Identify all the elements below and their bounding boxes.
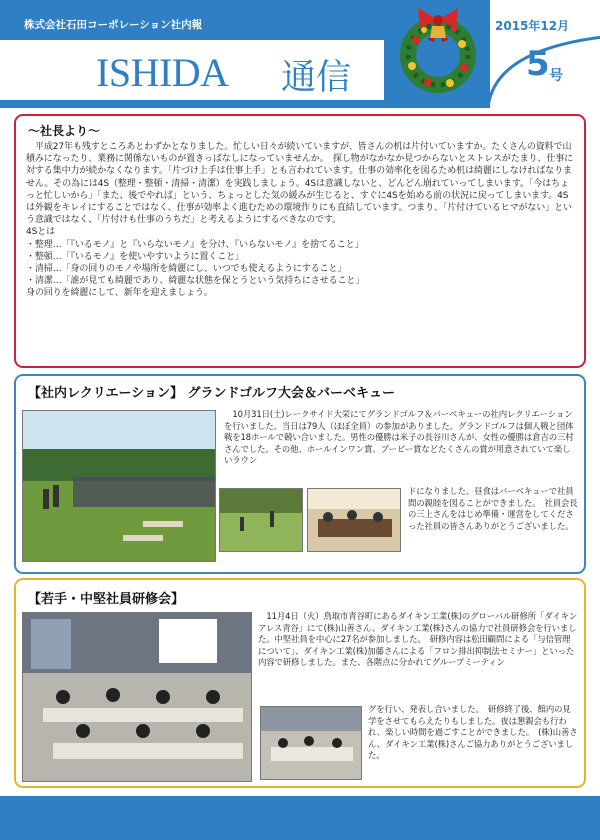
christmas-wreath-icon — [388, 0, 488, 100]
recreation-paragraph-1: 10月31日(土)レークサイド大栄にてグランドゴルフ＆バーベキューの社内レクリエーションを行いました。当日は79人（ほぼ全員）の参加がありました。グランドゴルフは個人戦と団体戦を18ホールで競い合いました。男性の優勝は米子の長谷川さんが、女性の優勝は倉吉の三村さんでした。その他、ホールインワン賞、ブービー賞などたくさんの賞が用意されていて楽しいラウン — [224, 409, 574, 466]
group-meeting-photo — [260, 706, 362, 780]
newsletter-title-latin: ISHIDA — [96, 50, 229, 95]
footer-band — [0, 796, 600, 840]
four-s-item-seisou: ・清掃…「身の回りのモノや場所を綺麗にし、いつでも使えるようにすること」 — [26, 264, 347, 275]
training-paragraph-2: グを行い、発表し合いました。 研修終了後、館内の見学をさせてもらえたりもしました。夜は懇親会も行われ、楽しい時間を過ごすことができました。 (株)山善さん、ダイキン工業(株)さんご協力ありがとうございました。 — [368, 704, 578, 761]
training-text-bottom — [368, 704, 578, 762]
recreation-text-top — [224, 409, 576, 467]
president-body — [26, 141, 576, 300]
recreation-heading: 【社内レクリエーション】 グランドゴルフ大会＆バーベキュー — [28, 386, 395, 401]
training-text-top — [258, 611, 578, 669]
seminar-room-photo — [22, 612, 252, 782]
training-paragraph-1: 11月4日（火）鳥取市青谷町にあるダイキン工業(株)のグローバル研修所「ダイキンアレス青谷」にて(株)山善さん、ダイキン工業(株)さんの協力で社員研修会を行いました。中堅社員を中心に27名が参加しました。 研修内容は松田顧問による「与信管理について」、ダイキン工業(株)加藤さんによる「フロン排出抑制法セミナー」といった内容で研修しました。また、各階点に分かれてグループミーティン — [258, 611, 578, 668]
recreation-paragraph-2: ドになりました。昼食はバーベキューで社員間の親睦を図ることができました。 社員会長の三上さんをはじめ準備・運営をしてくださった社員の皆さんありがとうございました。 — [408, 486, 578, 531]
company-name: 株式会社石田コーポレーション社内報 — [24, 19, 203, 31]
barbecue-photo — [307, 488, 401, 552]
training-heading: 【若手・中堅社員研修会】 — [28, 592, 185, 607]
issue-number: 5 — [526, 44, 550, 84]
four-s-title: 4Sとは — [26, 227, 56, 238]
four-s-item-seiri: ・整理…「『いるモノ』と『いらないモノ』を分け、『いらないモノ』を捨てること」 — [26, 239, 364, 250]
president-paragraph: 平成27年も残すところあとわずかとなりました。忙しい日々が続いていますが、皆さんの机は片付いていますか。たくさんの資料で山積みになったり、業務に関係ないものが置きっぱなしになっていませんか。 探し物がなかなか見つからないとストレスがたまり、仕事に対する集中力が続かなくなります。「片づけ上手は仕事上手」とも言われています。仕事の効率化を図るため机は綺麗にしなければなりません。その為には4S（整理・整頓・清掃・清潔）を実践しましょう。4Sは意識しないと、どんどん崩れていってしまいます。「今はちょっと忙しいから」「また、後でやれば」という、ちょっとした気の緩みが生じると、すぐに4Sを始める前の状況に戻ってしまいます。4Sは外観をキレイにすることではなく、仕事が効率よく進むための環境作りにも直結しています。つまり、「片付けているヒマがない」という意識ではなく、「片付けも仕事のうちだ」と考えるようにするべきなのです。 — [26, 142, 574, 226]
four-s-item-seiketsu: ・清潔…「誰が見ても綺麗であり、綺麗な状態を保とうという気持ちにさせること」 — [26, 276, 365, 287]
newsletter-title-jp: 通信 — [281, 58, 352, 98]
golf-play-photo — [219, 488, 303, 552]
four-s-item-seiton: ・整頓…「『いるモノ』を使いやすいように置くこと」 — [26, 251, 244, 262]
issue-date: 2015年12月 — [495, 19, 570, 33]
golf-field-photo — [22, 410, 216, 562]
recreation-text-bottom — [408, 486, 578, 532]
issue-suffix: 号 — [549, 68, 563, 84]
president-heading: 〜社長より〜 — [28, 124, 101, 138]
president-closing: 身の回りを綺麗にして、新年を迎えましょう。 — [26, 288, 213, 299]
